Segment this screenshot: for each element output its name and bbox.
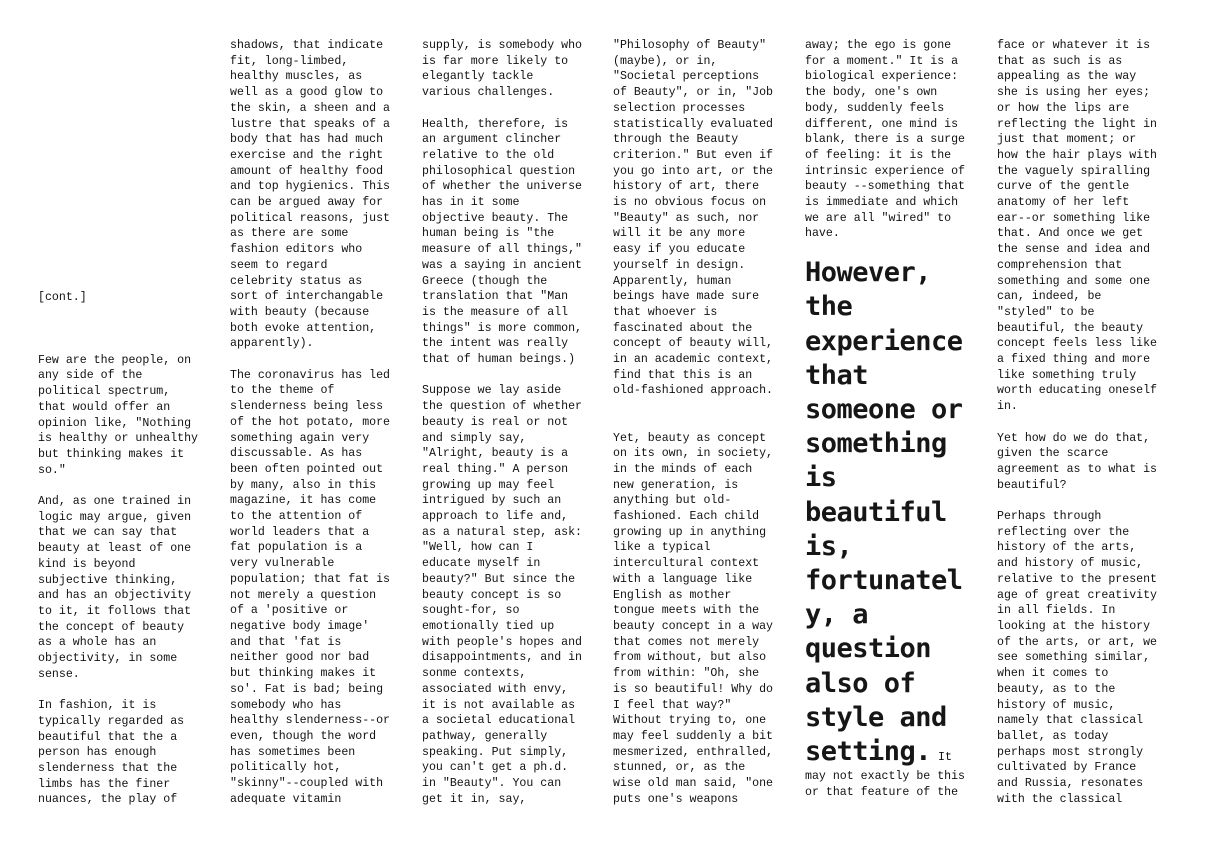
paragraph: away; the ego is gone for a moment." It is a biological experience: the body, one's own body, suddenly feels different, one mind is blank, there is a surge of feeling: it is the intrinsic experience of beauty --something that is immediate and which we are all "wired" to have.	[805, 39, 966, 241]
paragraph: Yet, beauty as concept on its own, in society, in the minds of each new generation, is anything but old- fashioned. Each child growing up in anything like a typical intercultural context with a language like English as mother tongue meets with the beauty concept in a way that comes not merely from without, but also from within: "Oh, she is so beautiful! Why do I feel that way?" Without trying to, one may feel suddenly a bit mesmerized, enthralled, stunned, or, as the wise old man said, "one puts one's weapons	[613, 431, 774, 806]
paragraph: "Philosophy of Beauty" (maybe), or in, "Societal perceptions of Beauty", or in, "Job selection processes statistically evaluated through the Beauty criterion." But even if you go into art, or the history of art, there is no obvious focus on "Beauty" as such, nor will it be any more easy if you educate yourself in design. Apparently, human beings have made sure that whoever is fascinated about the concept of beauty will, in an academic context, find that this is an old-fashioned approach.	[613, 39, 774, 398]
paragraph: And, as one trained in logic may argue, given that we can say that beauty at least of one kind is beyond subjective thinking, and has an objectivity to it, it follows that the concept of beauty as a whole has an objectivity, in some sense.	[38, 495, 192, 681]
pull-quote: However, the experience that someone or something is beautiful is, fortunatel y, a question also of style and setting.	[805, 257, 963, 767]
paragraph: The coronavirus has led to the theme of slenderness being less of the hot potato, more something again very discussable. As has been often pointed out by many, also in this magazine, it has come to the attention of world leaders that a fat population is a very vulnerable population; that fat is not merely a question of a 'positive or negative body image' and that 'fat is neither good nor bad but thinking makes it so'. Fat is bad; being somebody who has healthy slenderness--or even, though the word has sometimes been politically hot, "skinny"--coupled with adequate vitamin	[230, 368, 391, 806]
paragraph: In fashion, it is typically regarded as beautiful that the a person has enough slenderness that the limbs has the finer nuances, the play of	[38, 699, 185, 807]
paragraph: Health, therefore, is an argument clincher relative to the old philosophical question of whether the universe has in it some objective beauty. The human being is "the measure of all things," was a saying in ancient Greece (though the translation that "Man is the measure of all things" is more common, the intent was really that of human beings.)	[422, 117, 583, 367]
paragraph: may not exactly be this or that feature of the	[805, 770, 966, 799]
column-5	[805, 38, 981, 801]
column-6	[997, 38, 1173, 807]
pull-quote-block	[805, 256, 981, 769]
paragraph: Perhaps through reflecting over the history of the arts, and history of music, relative to the present age of great creativity in all fields. In looking at the history of the arts, or art, we see something similar, when it comes to beauty, as to the history of music, namely that classical ballet, as today perhaps most strongly cultivated by France and Russia, resonates with the classical	[997, 510, 1158, 806]
paragraph: Suppose we lay aside the question of whether beauty is real or not and simply say, "Alright, beauty is a real thing." A person growing up may feel intrigued by such an approach to life and, as a natural step, ask: "Well, how can I educate myself in beauty?" But since the beauty concept is so sought-for, so emotionally tied up with people's hopes and disappointments, and in sonme contexts, associated with envy, it is not available as a societal educational pathway, generally speaking. Put simply, you can't get a ph.d. in "Beauty". You can get it in, say,	[422, 384, 583, 806]
paragraph: supply, is somebody who is far more likely to elegantly tackle various challenges.	[422, 39, 583, 100]
column-4	[613, 38, 789, 807]
column-2	[230, 38, 406, 807]
column-1	[38, 290, 214, 808]
paragraph: Yet how do we do that, given the scarce agreement as to what is beautiful?	[997, 431, 1158, 492]
continued-marker: [cont.]	[38, 291, 87, 304]
pull-quote-continuation: It	[931, 750, 952, 764]
paragraph: Few are the people, on any side of the political spectrum, that would offer an opinion like, "Nothing is healthy or unhealthy but thinking makes it so."	[38, 353, 199, 477]
paragraph: face or whatever it is that as such is as appealing as the way she is using her eyes; or how the lips are reflecting the light in just that moment; or how the hair plays with the vaguely spiralling curve of the gentle anatomy of her left ear--or something like that. And once we get the sense and idea and comprehension that something and some one can, indeed, be "styled" to be beautiful, the beauty concept feels less like a fixed thing and more like something truly worth educating oneself in.	[997, 39, 1158, 414]
paragraph: shadows, that indicate fit, long-limbed, healthy muscles, as well as a good glow to the skin, a sheen and a lustre that speaks of a body that has had much exercise and the right amount of healthy food and top hygienics. This can be argued away for political reasons, just as there are some fashion editors who seem to regard celebrity status as sort of interchangable with beauty (because both evoke attention, apparently).	[230, 39, 391, 351]
column-3	[422, 38, 598, 807]
